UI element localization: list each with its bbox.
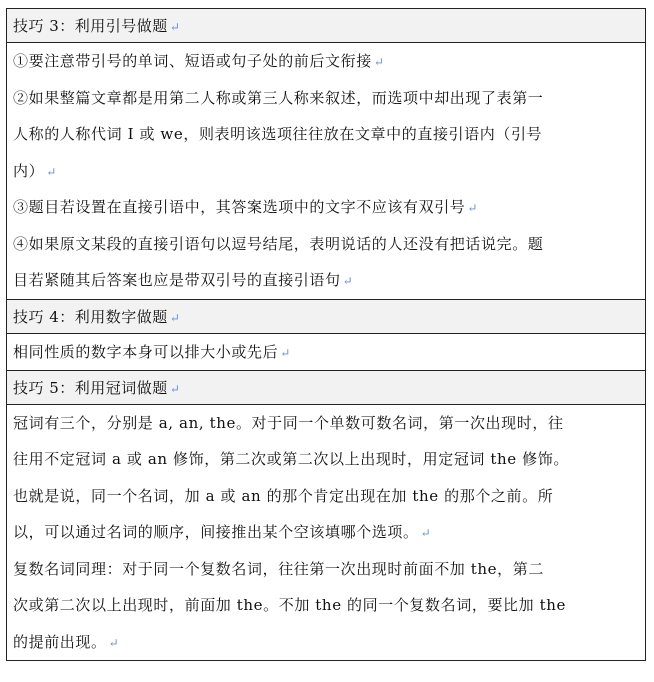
text-line: 相同性质的数字本身可以排大小或先后 ↵ bbox=[13, 342, 291, 361]
paragraph-mark-icon: ↵ bbox=[467, 201, 479, 215]
section-title: 技巧 5：利用冠词做题 bbox=[13, 378, 168, 397]
text-line: 以，可以通过名词的顺序，间接推出某个空该填哪个选项。 ↵ bbox=[13, 523, 432, 541]
paragraph-mark-icon: ↵ bbox=[108, 635, 120, 650]
text-line: ③题目若设置在直接引语中，其答案选项中的文字不应该有双引号 ↵ bbox=[13, 198, 479, 216]
section-title: 技巧 3：利用引号做题 bbox=[13, 17, 168, 35]
paragraph-mark-icon: ↵ bbox=[373, 55, 385, 69]
paragraph-mark-icon: ↵ bbox=[342, 274, 354, 288]
text-line: 冠词有三个，分别是 a, an, the。对于同一个单数可数名词，第一次出现时，往 bbox=[13, 413, 564, 432]
paragraph-mark-icon: ↵ bbox=[169, 310, 181, 325]
text-line: 也就是说，同一个名词，加 a 或 an 的那个肯定出现在加 the 的那个之前。所 bbox=[13, 486, 554, 505]
paragraph-mark-icon: ↵ bbox=[280, 345, 291, 360]
section-body-tip4 bbox=[6, 334, 646, 371]
paragraph-mark-icon: ↵ bbox=[46, 164, 57, 179]
text-line: ①要注意带引号的单词、短语或句子处的前后文衔接 ↵ bbox=[13, 52, 385, 70]
text-line: ②如果整篇文章都是用第二人称或第三人称来叙述，而选项中却出现了表第一 bbox=[13, 88, 544, 107]
paragraph-mark-icon: ↵ bbox=[169, 20, 181, 34]
section-body-tip3 bbox=[6, 43, 646, 300]
text-line: ④如果原文某段的直接引语句以逗号结尾，表明说话的人还没有把话说完。题 bbox=[13, 234, 544, 253]
section-title: 技巧 4：利用数字做题 bbox=[13, 307, 168, 326]
section-header-tip5 bbox=[6, 371, 646, 405]
section-body-tip5 bbox=[6, 405, 646, 662]
tips-table bbox=[6, 8, 646, 661]
text-line: 内） ↵ bbox=[13, 161, 57, 180]
paragraph-mark-icon: ↵ bbox=[169, 381, 181, 396]
text-line: 的提前出现。 ↵ bbox=[13, 632, 120, 651]
section-header-tip4 bbox=[6, 300, 646, 334]
section-header-tip3 bbox=[6, 9, 646, 43]
text-line: 人称的人称代词 I 或 we，则表明该选项往往放在文章中的直接引语内（引号 bbox=[13, 125, 543, 143]
paragraph-mark-icon: ↵ bbox=[420, 526, 432, 540]
text-line: 次或第二次以上出现时，前面加 the。不加 the 的同一个复数名词，要比加 the bbox=[13, 596, 566, 614]
text-line: 目若紧随其后答案也应是带双引号的直接引语句 ↵ bbox=[13, 271, 354, 289]
text-line: 往用不定冠词 a 或 an 修饰，第二次或第二次以上出现时，用定冠词 the 修饰。 bbox=[13, 450, 569, 468]
text-line: 复数名词同理：对于同一个复数名词，往往第一次出现时前面不加 the，第二 bbox=[13, 559, 544, 578]
